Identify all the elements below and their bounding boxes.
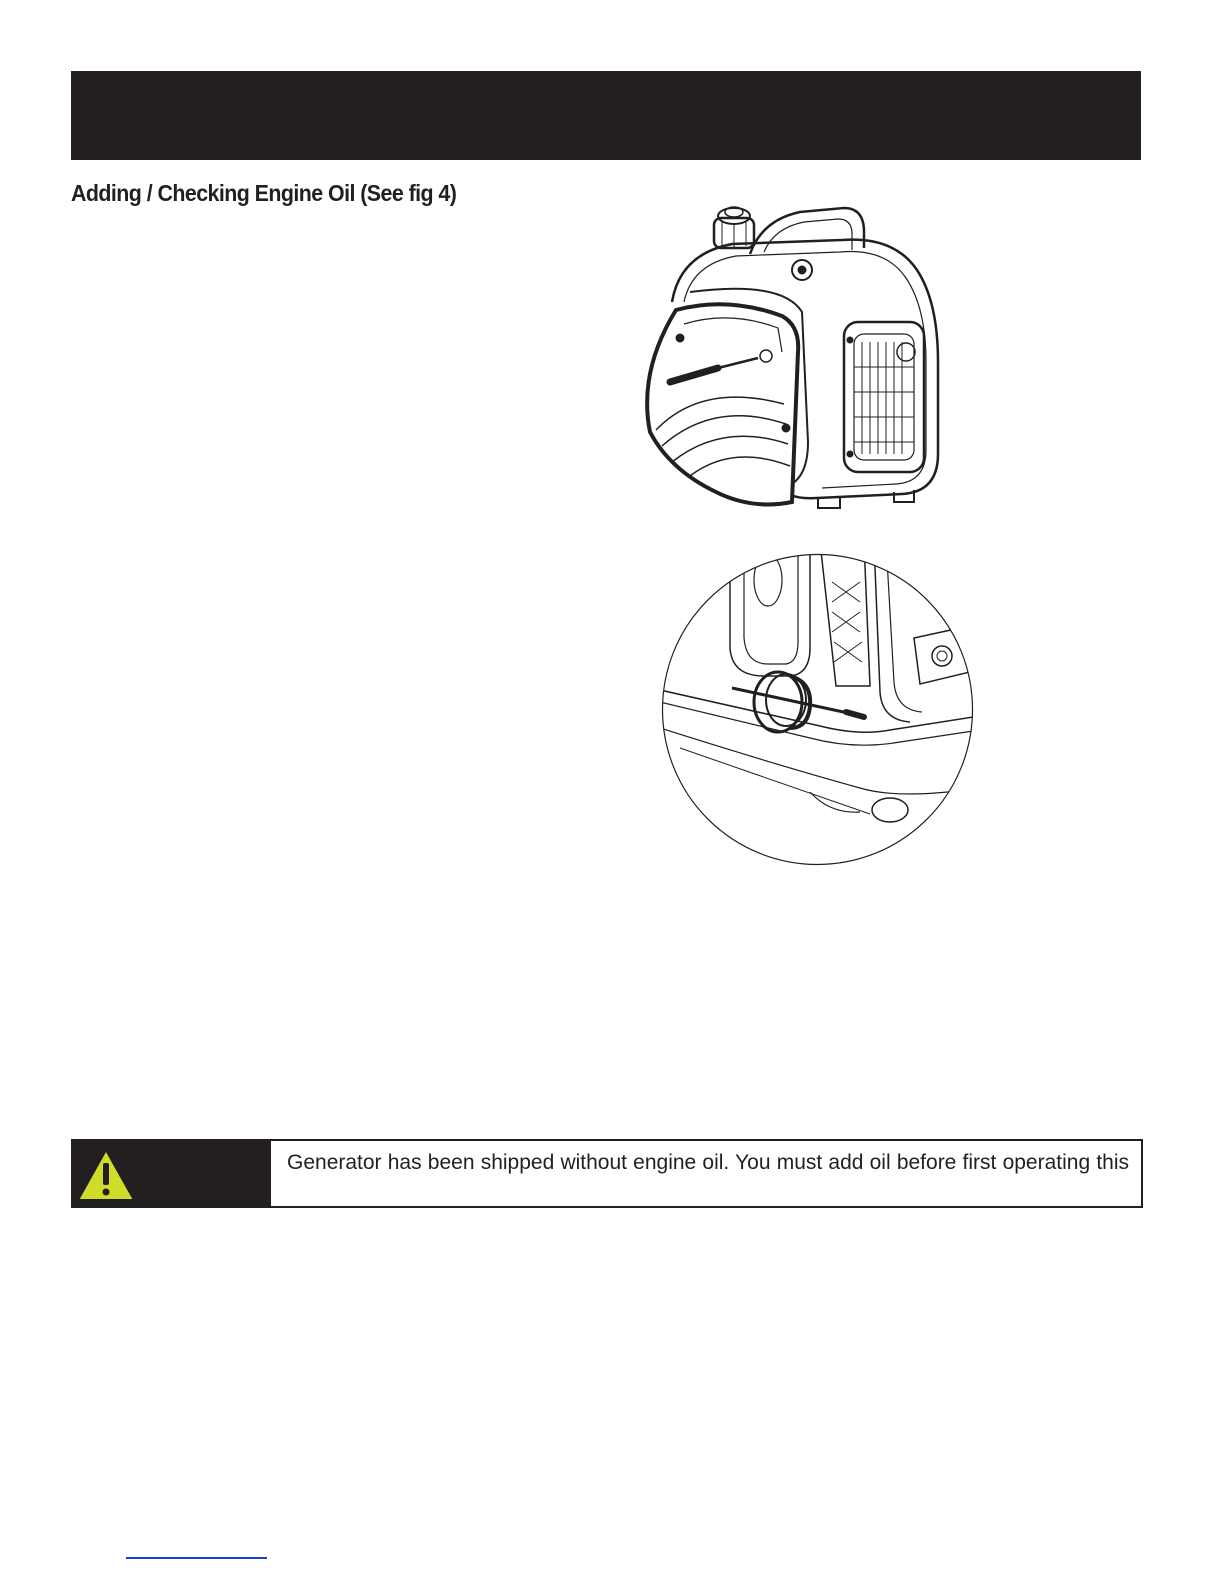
footer-link-underline[interactable]: [126, 1557, 267, 1559]
warning-text: Generator has been shipped without engine oil. You must add oil before first operating this: [287, 1151, 1129, 1174]
section-heading: Adding / Checking Engine Oil (See fig 4): [71, 180, 457, 206]
section-header-bar: [71, 71, 1141, 160]
oil-cap-closeup-illustration: [660, 552, 975, 867]
warning-label-cell: [73, 1141, 271, 1206]
warning-callout: [71, 1139, 1143, 1208]
generator-illustration: [632, 192, 962, 517]
warning-triangle-icon: [75, 1147, 137, 1203]
